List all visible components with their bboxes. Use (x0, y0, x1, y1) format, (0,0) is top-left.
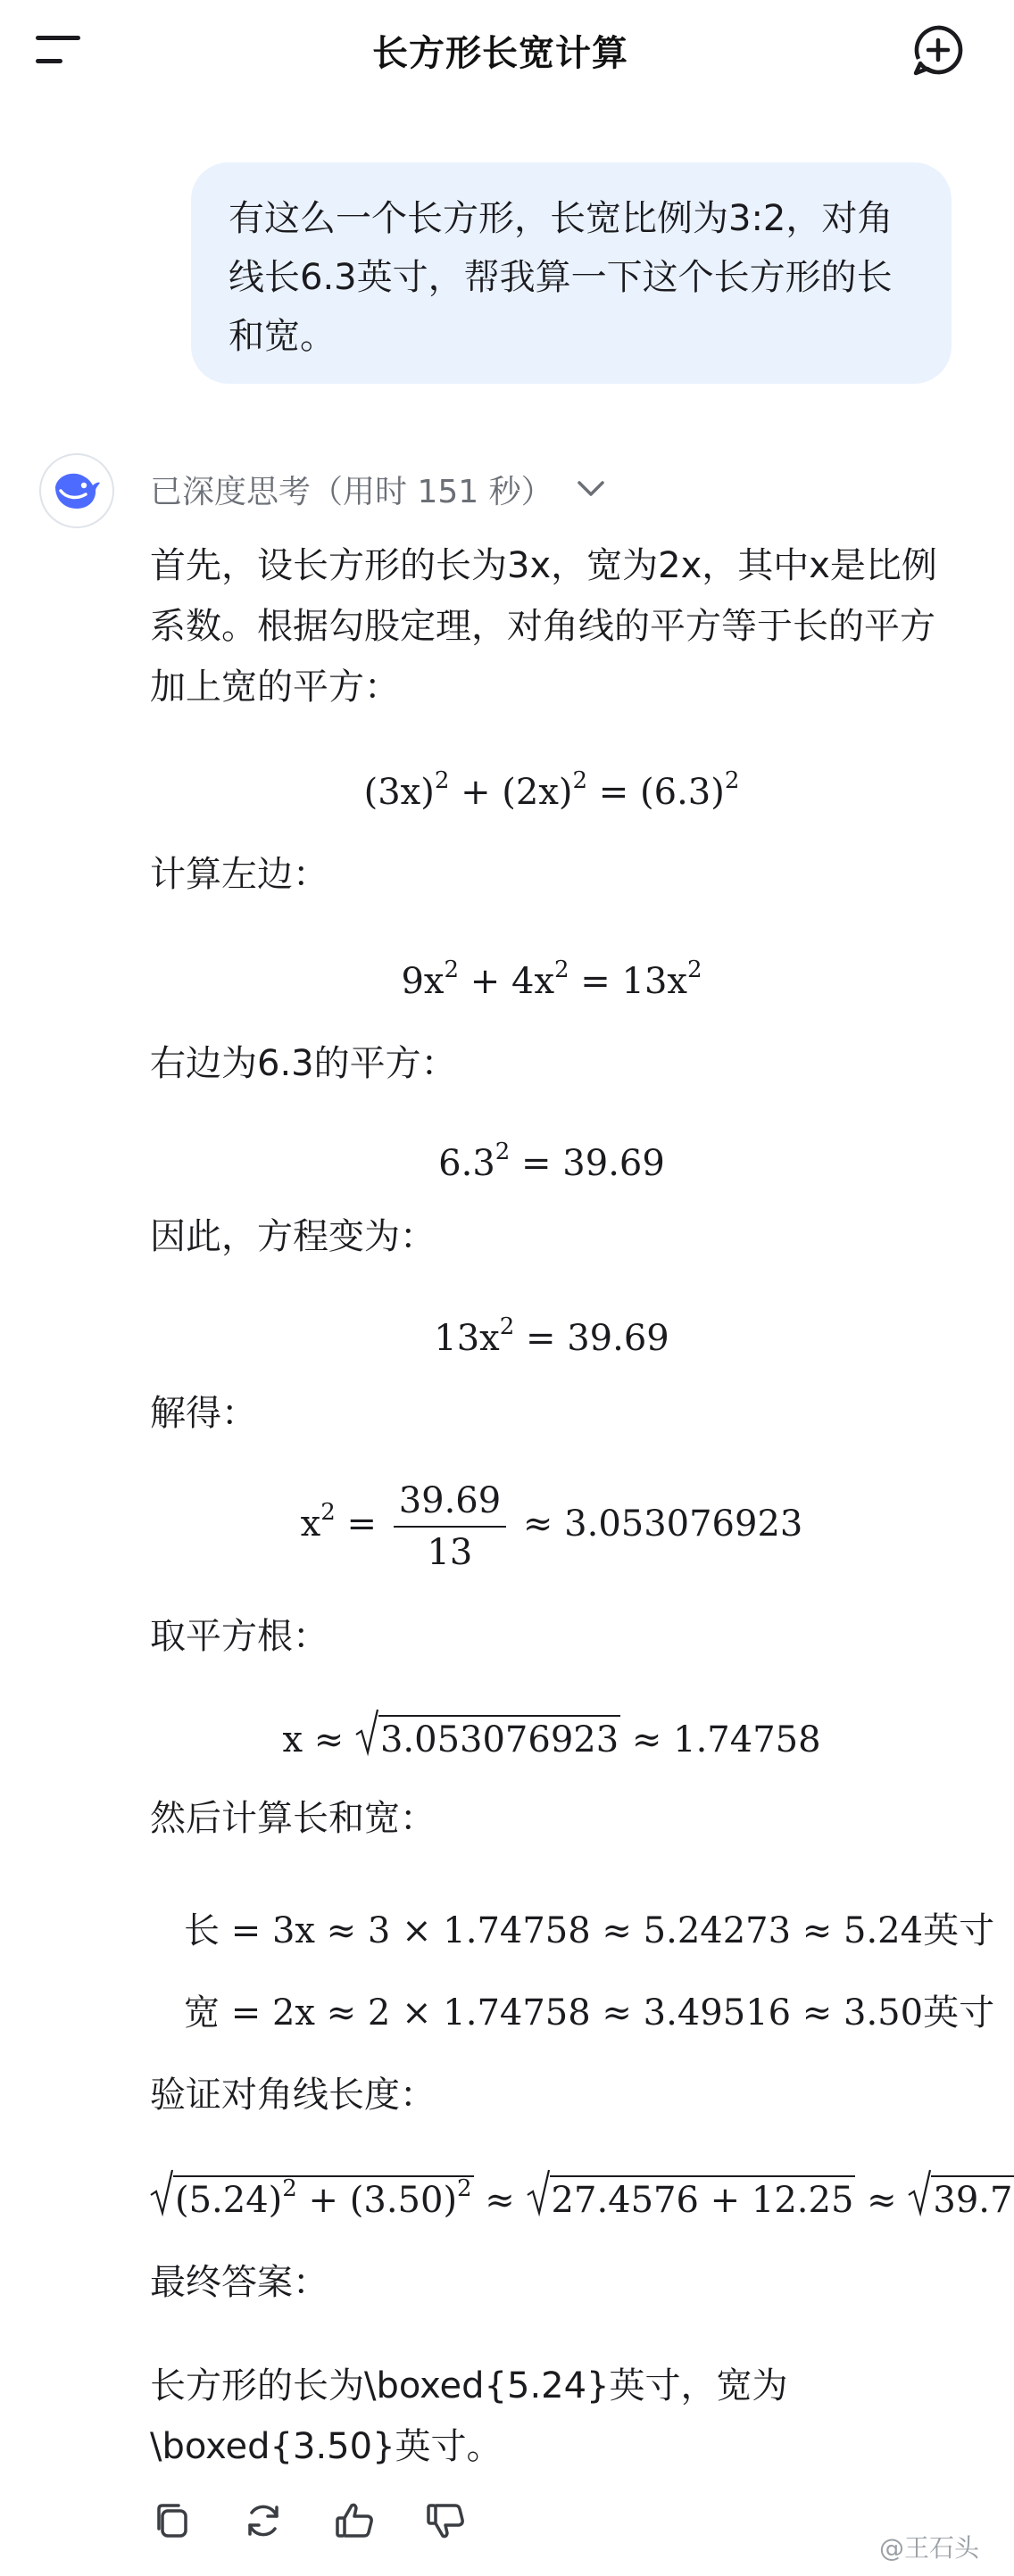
chevron-down-icon (577, 480, 605, 498)
answer-paragraph: 计算左边： (150, 854, 328, 895)
watermark: @王石头 (878, 2533, 979, 2563)
user-message-bubble: 有这么一个长方形，长宽比例为3:2，对角线长6.3英寸，帮我算一下这个长方形的长和宽。 (191, 162, 952, 384)
equation: $x^2$ = $\frac{39.69}{13}$ ≈ 3.053076923 (300, 1480, 803, 1573)
thinking-toggle[interactable] (150, 462, 605, 516)
equation: x ≈ 3.053076923 ≈ 1.74758 (150, 1710, 953, 1770)
page-title: 长方形长宽计算 (372, 33, 628, 74)
equation: $(5.24)^2 + (3.50)^2$ ≈ 27.4576 + 12.25 ≈ 39.7 (150, 2170, 968, 2231)
answer-paragraph: 右边为6.3的平方： (150, 1043, 457, 1084)
top-bar (0, 0, 1001, 100)
assistant-avatar (39, 453, 114, 528)
equation: $(3x)^2 + (2x)^2 = (6.3)^2$ (363, 767, 740, 813)
answer-paragraph: 最终答案： (150, 2262, 328, 2303)
thinking-label: 已深度思考（用时 151 秒） (150, 473, 553, 510)
message-actions (150, 2498, 468, 2543)
new-chat-icon[interactable] (911, 23, 965, 77)
answer-paragraph: 验证对角线长度： (150, 2075, 436, 2116)
answer-paragraph: 因此，方程变为： (150, 1216, 436, 1257)
equation: 宽 = 2x ≈ 2 × 1.74758 ≈ 3.49516 ≈ 3.50英寸 (184, 1992, 995, 2033)
thumbs-down-icon[interactable] (423, 2498, 468, 2543)
answer-paragraph: 解得： (150, 1393, 257, 1434)
final-answer: 长方形的长为\boxed{5.24}英寸，宽为\boxed{3.50}英寸。 (150, 2365, 788, 2467)
thumbs-up-icon[interactable] (332, 2498, 377, 2543)
regenerate-icon[interactable] (241, 2498, 286, 2543)
equation: $6.3^2 = 39.69$ (438, 1139, 665, 1184)
answer-paragraph: 取平方根： (150, 1616, 328, 1657)
equation: $9x^2 + 4x^2 = 13x^2$ (401, 957, 702, 1002)
deepseek-whale-icon (52, 468, 102, 514)
equation: 长 = 3x ≈ 3 × 1.74758 ≈ 5.24273 ≈ 5.24英寸 (184, 1910, 995, 1951)
copy-icon[interactable] (150, 2498, 195, 2543)
answer-paragraph: 然后计算长和宽： (150, 1798, 436, 1839)
equation: $13x^2 = 39.69$ (434, 1313, 669, 1359)
answer-paragraph: 首先，设长方形的长为3x，宽为2x，其中x是比例系数。根据勾股定理，对角线的平方等于长的平方加上宽的平方： (150, 545, 937, 708)
